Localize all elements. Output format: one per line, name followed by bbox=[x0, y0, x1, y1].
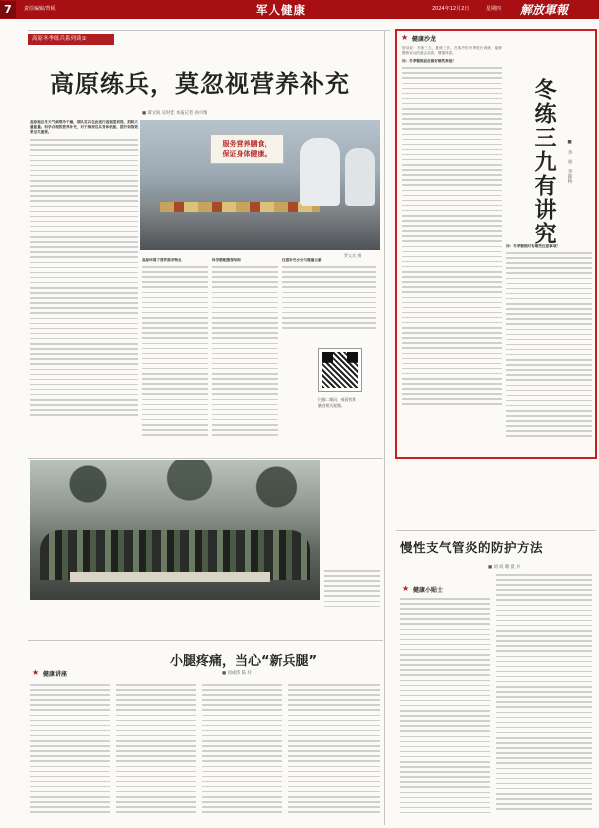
main-byline: ■ 谭文锐 吴时佳 本报记者 孙兴维 bbox=[142, 111, 208, 116]
street-photo-caption bbox=[324, 570, 380, 626]
food-trays bbox=[160, 202, 320, 212]
section-title: 军人健康 bbox=[256, 3, 306, 17]
sidebar-question-1: 问：冬季锻炼前应做好哪些准备？ bbox=[402, 59, 456, 64]
divider bbox=[28, 640, 383, 641]
sidebar-star-icon: ★ bbox=[401, 33, 409, 42]
street-photo bbox=[30, 460, 320, 600]
bottom-byline: ■ 刘成伟 陈 玲 bbox=[222, 671, 252, 676]
qr-code bbox=[318, 348, 362, 392]
main-body-column-1 bbox=[142, 258, 208, 454]
bronchitis-label: 健康小贴士 bbox=[413, 587, 444, 594]
main-intro-lead: 高原地区冬天气候寒冷干燥，部队官兵在此进行高强度训练，消耗大量能量。科学合理的营养补充，对于维持官兵身体机能、提升训练效果至关重要。 bbox=[30, 120, 138, 135]
header-weekday: 星期四 bbox=[486, 6, 502, 12]
divider bbox=[28, 30, 390, 31]
main-intro-column bbox=[30, 120, 138, 454]
header-date: 2024年12月2日 bbox=[432, 6, 470, 12]
bottom-headline: 小腿疼痛，当心“新兵腿” bbox=[170, 654, 318, 669]
sidebar-title-vertical: 冬练三九有讲究 bbox=[531, 78, 556, 246]
photo-caption: 罗文宾 摄 bbox=[344, 253, 362, 258]
main-body-column-2 bbox=[212, 258, 278, 454]
tree-foliage bbox=[30, 460, 320, 520]
sidebar-body-column-2 bbox=[506, 244, 592, 452]
divider bbox=[384, 30, 385, 825]
sub-head-1: 高原环境下营养需求特点 bbox=[142, 258, 182, 262]
chef-figure bbox=[345, 148, 375, 206]
sidebar-body-column-1 bbox=[402, 46, 502, 452]
divider bbox=[396, 530, 596, 531]
section-tag: 责任编辑/背板 bbox=[24, 6, 56, 12]
bottom-column-3 bbox=[202, 684, 282, 822]
signboard-line2: 保证身体健康。 bbox=[222, 150, 272, 158]
bottom-star-icon: ★ bbox=[32, 668, 40, 677]
page-number-badge: 7 bbox=[0, 1, 16, 18]
sub-head-3: 注意补充水分与微量元素 bbox=[282, 258, 322, 262]
bronchitis-headline: 慢性支气管炎的防护方法 bbox=[400, 540, 544, 555]
sidebar-byline-vertical: ■ 李 勇 李郁杨 bbox=[567, 140, 572, 183]
sidebar-question-2: 问：冬季锻炼时有哪些注意事项？ bbox=[506, 244, 560, 248]
table bbox=[70, 572, 270, 582]
sub-head-2: 科学搭配膳食结构 bbox=[212, 258, 241, 262]
main-headline: 高原练兵，莫忽视营养补充 bbox=[50, 70, 350, 98]
series-banner: 高原冬季练兵系列谈① bbox=[28, 34, 114, 45]
bronchitis-column-1 bbox=[400, 598, 490, 822]
qr-caption-line2: 膳食相关视频。 bbox=[318, 403, 345, 408]
bronchitis-column-2 bbox=[496, 574, 592, 822]
bronchitis-star-icon: ★ bbox=[402, 584, 410, 593]
qr-caption-line1: 扫描二维码，观看营养 bbox=[318, 397, 356, 402]
masthead-logo: 解放軍報 bbox=[520, 3, 569, 17]
signboard-line1: 服务营养膳食， bbox=[222, 140, 272, 148]
bottom-column-2 bbox=[116, 684, 196, 822]
bottom-column-1 bbox=[30, 684, 110, 822]
cafeteria-photo bbox=[140, 120, 380, 250]
main-body-column-3 bbox=[282, 258, 376, 338]
chef-figure bbox=[300, 138, 340, 206]
bottom-label: 健康讲座 bbox=[43, 671, 68, 678]
sidebar-label: 健康沙龙 bbox=[412, 36, 437, 43]
bottom-column-4 bbox=[288, 684, 380, 822]
sidebar-intro: 俗话说：冬练三九，夏练三伏。在寒冷的冬季进行训练，能够锻炼官兵的意志品质，增强体质。 bbox=[402, 46, 502, 56]
bronchitis-byline: ■ 刘 成 谢 爱 兵 bbox=[488, 565, 521, 570]
divider bbox=[28, 458, 383, 459]
signboard bbox=[210, 134, 284, 164]
